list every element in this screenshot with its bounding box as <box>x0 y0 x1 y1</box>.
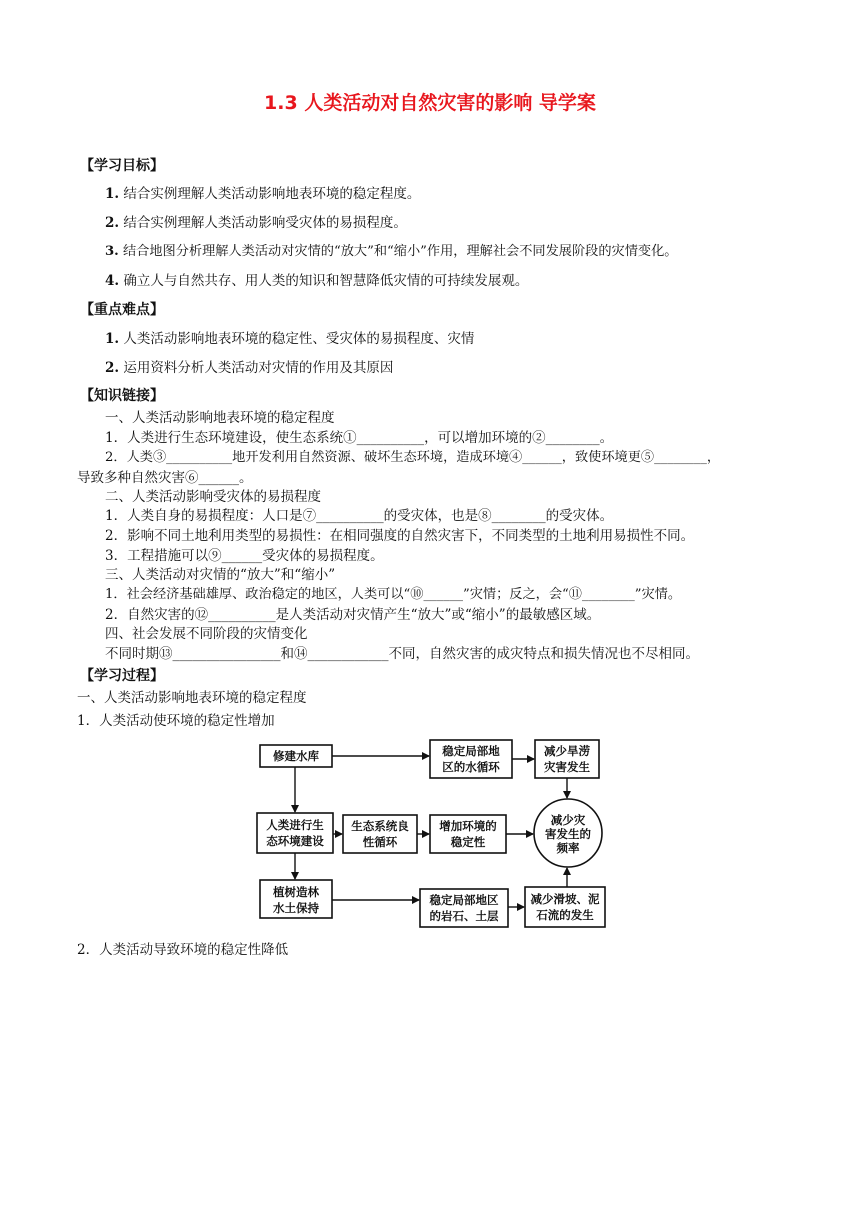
knowledge-line: 导致多种自然灾害⑥______。 <box>77 470 253 486</box>
box-forest-label: 植树造林 <box>273 885 319 899</box>
circle-frequency-label: 减少灾 <box>550 813 586 827</box>
knowledge-line: 2．人类③__________地开发利用自然资源、破坏生态环境，造成环境④______，致使环境更⑤________， <box>105 450 721 465</box>
process-subheading: 1．人类活动使环境的稳定性增加 <box>77 713 275 729</box>
box-stability-label: 增加环境的 <box>439 819 497 833</box>
objective-item <box>105 273 528 289</box>
objectives-heading: 【学习目标】 <box>80 158 164 174</box>
box-reservoir-label: 修建水库 <box>273 749 319 763</box>
keypoint-item <box>105 360 393 376</box>
box-rock-label: 的岩石、土层 <box>429 909 499 923</box>
process-section-title: 一、人类活动影响地表环境的稳定程度 <box>77 690 307 706</box>
keypoint-text: 人类活动影响地表环境的稳定性、受灾体的易损程度、灾情 <box>123 331 475 347</box>
box-eco-label: 性循环 <box>362 835 398 849</box>
objective-num: 4. <box>105 273 120 289</box>
box-water-cycle-label: 稳定局部地 <box>442 744 500 758</box>
box-rock-label: 稳定局部地区 <box>429 893 499 907</box>
objective-num: 3. <box>105 244 119 259</box>
box-drought-label: 灾害发生 <box>544 760 590 774</box>
circle-frequency-label: 害发生的 <box>545 827 591 841</box>
keypoint-item <box>105 331 474 347</box>
knowledge-section-title: 一、人类活动影响地表环境的稳定程度 <box>105 410 335 426</box>
box-forest-label: 水土保持 <box>273 901 319 915</box>
objective-item <box>105 244 677 260</box>
knowledge-line: 2．影响不同土地利用类型的易损性：在相同强度的自然灾害下，不同类型的土地利用易损性不同。 <box>105 528 695 544</box>
box-eco-label: 生态系统良 <box>351 819 409 833</box>
objective-item <box>105 186 420 202</box>
keypoint-num: 2. <box>105 360 120 376</box>
knowledge-line: 1．人类进行生态环境建设，使生态系统①__________，可以增加环境的②________。 <box>105 430 614 446</box>
circle-frequency-label: 频率 <box>556 841 580 855</box>
objective-item <box>105 215 407 231</box>
knowledge-section-title: 三、人类活动对灾情的“放大”和“缩小” <box>105 567 336 583</box>
box-landslide-label: 减少滑坡、泥 <box>530 892 600 906</box>
box-water-cycle-label: 区的水循环 <box>442 760 500 774</box>
knowledge-line: 3．工程措施可以⑨______受灾体的易损程度。 <box>105 548 384 564</box>
objective-num: 1. <box>105 186 120 202</box>
process-subheading: 2．人类活动导致环境的稳定性降低 <box>77 942 289 958</box>
process-heading: 【学习过程】 <box>80 668 164 684</box>
objective-text: 结合地图分析理解人类活动对灾情的“放大”和“缩小”作用，理解社会不同发展阶段的灾情变化。 <box>122 244 678 259</box>
knowledge-line: 2．自然灾害的⑫__________是人类活动对灾情产生“放大”或“缩小”的最敏感区域。 <box>105 607 601 623</box>
knowledge-section-title: 四、社会发展不同阶段的灾情变化 <box>105 626 308 642</box>
objective-text: 结合实例理解人类活动影响地表环境的稳定程度。 <box>123 186 421 202</box>
box-stability-label: 稳定性 <box>450 835 486 849</box>
knowledge-section-title: 二、人类活动影响受灾体的易损程度 <box>105 489 321 505</box>
objective-num: 2. <box>105 215 120 231</box>
box-human-label: 态环境建设 <box>266 834 324 848</box>
knowledge-line: 1．社会经济基础雄厚、政治稳定的地区，人类可以“⑩______”灾情；反之，会“⑪________”灾情。 <box>105 587 682 602</box>
keypoint-text: 运用资料分析人类活动对灾情的作用及其原因 <box>123 360 394 376</box>
box-drought-label: 减少旱涝 <box>544 744 590 758</box>
objective-text: 确立人与自然共存、用人类的知识和智慧降低灾情的可持续发展观。 <box>123 273 529 289</box>
knowledge-line: 不同时期⑬________________和⑭____________不同，自然灾害的成灾特点和损失情况也不尽相同。 <box>105 646 699 662</box>
page-title: 1.3 人类活动对自然灾害的影响 导学案 <box>264 92 596 114</box>
knowledge-heading: 【知识链接】 <box>80 388 164 404</box>
box-human-label: 人类进行生 <box>266 818 324 832</box>
keypoint-num: 1. <box>105 331 120 347</box>
box-landslide-label: 石流的发生 <box>536 908 594 922</box>
objective-text: 结合实例理解人类活动影响受灾体的易损程度。 <box>123 215 407 231</box>
keypoints-heading: 【重点难点】 <box>80 302 164 318</box>
flowchart <box>255 737 610 930</box>
knowledge-line: 1．人类自身的易损程度：人口是⑦__________的受灾体，也是⑧________的受灾体。 <box>105 508 614 524</box>
